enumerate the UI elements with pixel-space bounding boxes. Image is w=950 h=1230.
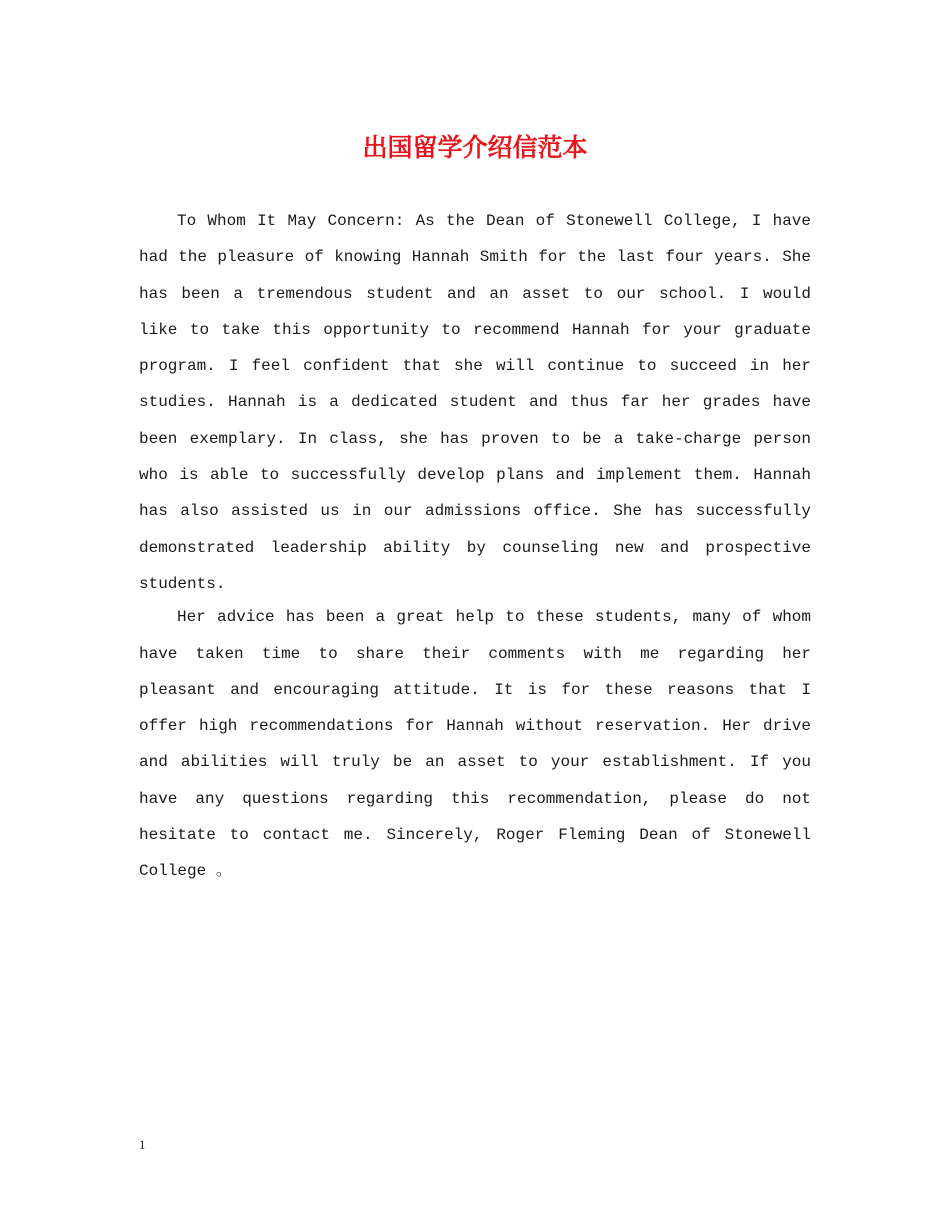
document-title: 出国留学介绍信范本	[362, 133, 588, 162]
paragraph-2: Her advice has been a great help to these students, many of whom have taken time to share their comments with me regarding her pleasant and encouraging attitude. It is for these reasons that I offer high recommendations for Hannah without reservation. Her drive and abilities will truly be an asset to your establishment. If you have any questions regarding this recommendation, please do not hesitate to contact me. Sincerely, Roger Fleming Dean of Stonewell College 。	[139, 608, 811, 881]
letter-body	[139, 203, 811, 890]
page-number: 1	[139, 1137, 146, 1152]
paragraph-1: To Whom It May Concern: As the Dean of Stonewell College, I have had the pleasure of knowing Hannah Smith for the last four years. She has been a tremendous student and an asset to our school. I would like to take this opportunity to recommend Hannah for your graduate program. I feel confident that she will continue to succeed in her studies. Hannah is a dedicated student and thus far her grades have been exemplary. In class, she has proven to be a take-charge person who is able to successfully develop plans and implement them. Hannah has also assisted us in our admissions office. She has successfully demonstrated leadership ability by counseling new and prospective students.	[139, 212, 811, 593]
